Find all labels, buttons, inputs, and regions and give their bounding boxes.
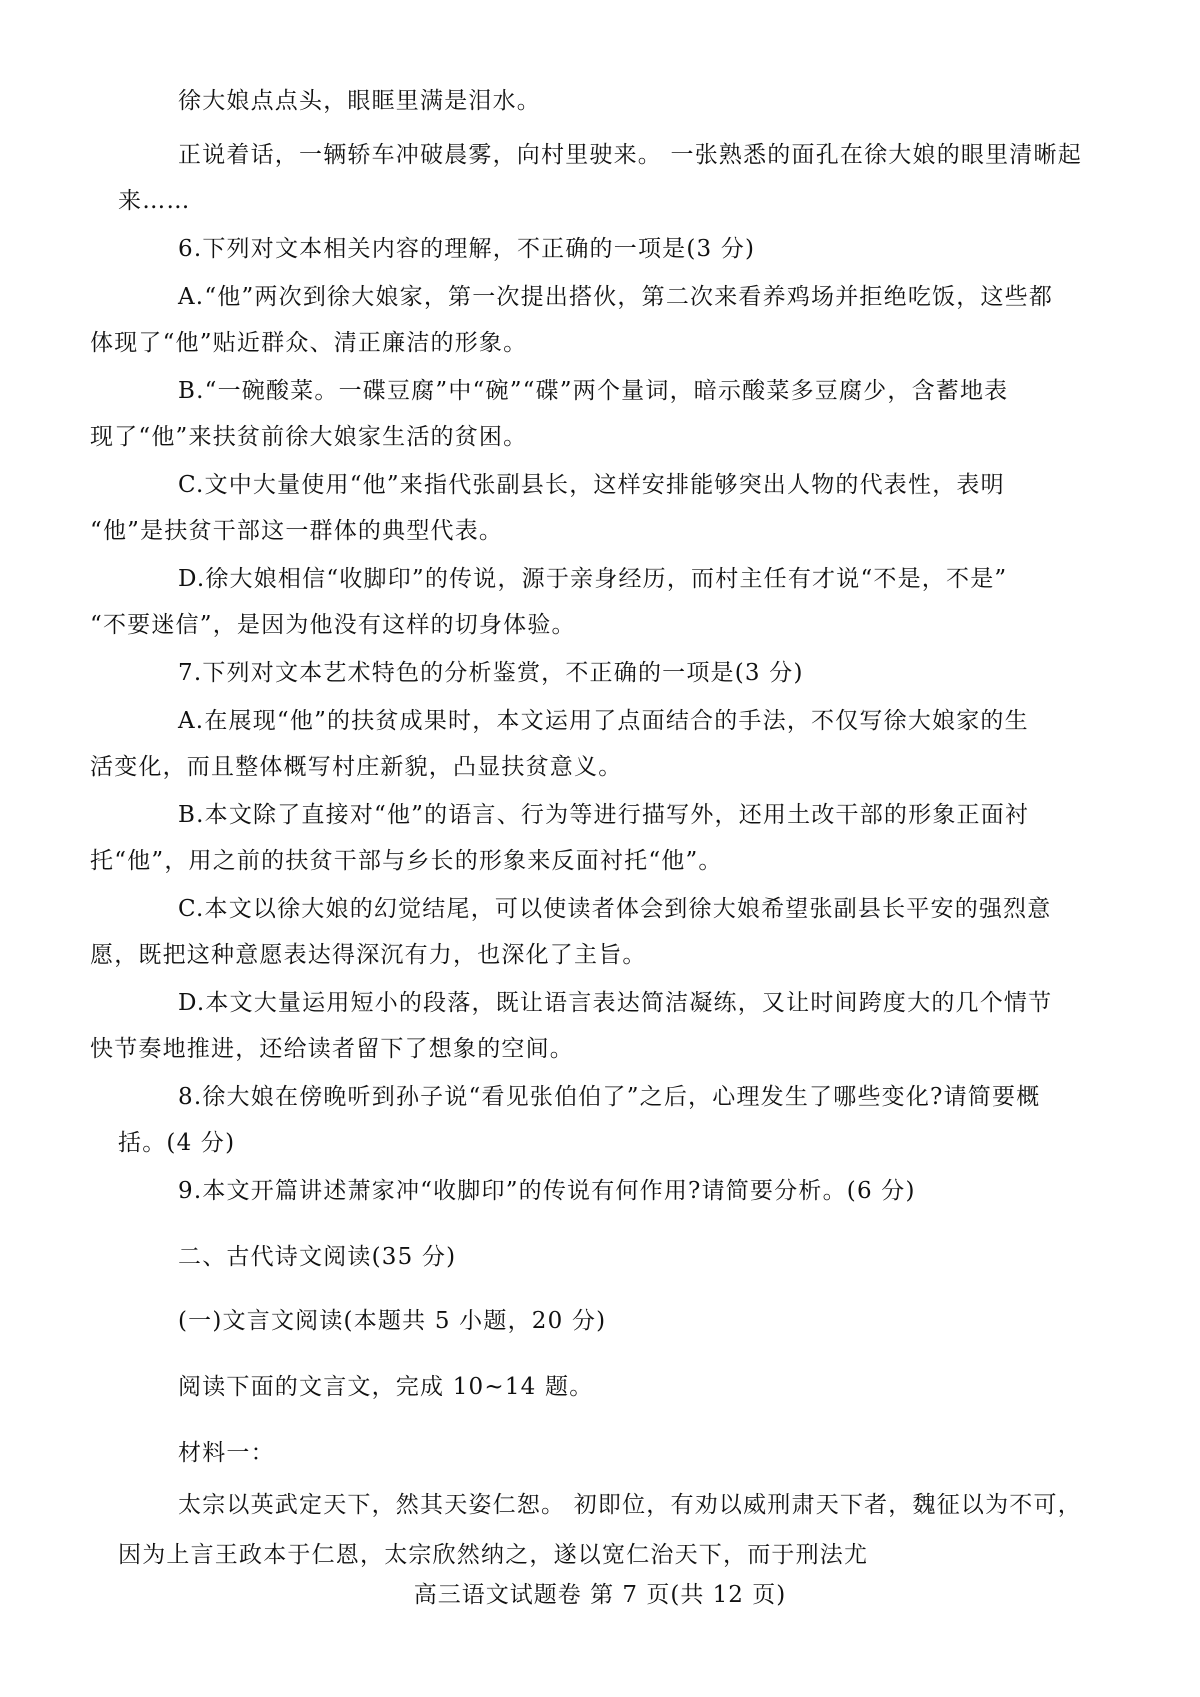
question-7-option-d: D.本文大量运用短小的段落，既让语言表达简洁凝练，又让时间跨度大的几个情节 bbox=[178, 990, 1053, 1016]
question-6-option-d: D.徐大娘相信“收脚印”的传说，源于亲身经历，而村主任有才说“不是，不是” bbox=[178, 566, 1008, 592]
text-line: 现了“他”来扶贫前徐大娘家生活的贫困。 bbox=[90, 424, 528, 450]
text-line: 快节奏地推进，还给读者留下了想象的空间。 bbox=[90, 1036, 574, 1062]
text-line: 愿，既把这种意愿表达得深沉有力，也深化了主旨。 bbox=[90, 942, 647, 968]
question-7-option-a: A.在展现“他”的扶贫成果时，本文运用了点面结合的手法，不仅写徐大娘家的生 bbox=[178, 708, 1029, 734]
page-footer: 高三语文试题卷 第 7 页(共 12 页) bbox=[413, 1582, 787, 1608]
text-line: “不要迷信”，是因为他没有这样的切身体验。 bbox=[90, 612, 576, 638]
text-line: 体现了“他”贴近群众、清正廉洁的形象。 bbox=[90, 330, 528, 356]
question-6-option-c: C.文中大量使用“他”来指代张副县长，这样安排能够突出人物的代表性，表明 bbox=[178, 472, 1005, 498]
question-6-option-b: B.“一碗酸菜。一碟豆腐”中“碗”“碟”两个量词，暗示酸菜多豆腐少，含蓄地表 bbox=[178, 378, 1009, 404]
section-heading: 二、古代诗文阅读(35 分) bbox=[178, 1244, 457, 1270]
question-7-stem: 7.下列对文本艺术特色的分析鉴赏，不正确的一项是(3 分) bbox=[178, 660, 804, 686]
question-7-option-b: B.本文除了直接对“他”的语言、行为等进行描写外，还用土改干部的形象正面衬 bbox=[178, 802, 1030, 828]
material-heading: 材料一： bbox=[178, 1440, 275, 1466]
question-6-option-a: A.“他”两次到徐大娘家，第一次提出搭伙，第二次来看养鸡场并拒绝吃饭，这些都 bbox=[178, 284, 1054, 310]
passage-line: 因为上言王政本于仁恩，太宗欣然纳之，遂以宽仁治天下，而于刑法尤 bbox=[118, 1542, 869, 1568]
passage-line: 太宗以英武定天下，然其天姿仁恕。 初即位，有劝以威刑肃天下者，魏征以为不可， bbox=[178, 1492, 1082, 1518]
question-7-option-c: C.本文以徐大娘的幻觉结尾，可以使读者体会到徐大娘希望张副县长平安的强烈意 bbox=[178, 896, 1052, 922]
question-8-stem: 8.徐大娘在傍晚听到孙子说“看见张伯伯了”之后，心理发生了哪些变化?请简要概 bbox=[178, 1084, 1041, 1110]
text-line: 徐大娘点点头，眼眶里满是泪水。 bbox=[178, 88, 541, 114]
text-line: 正说着话，一辆轿车冲破晨雾，向村里驶来。 一张熟悉的面孔在徐大娘的眼里清晰起 bbox=[178, 142, 1082, 168]
text-line: “他”是扶贫干部这一群体的典型代表。 bbox=[90, 518, 504, 544]
text-line: 括。(4 分) bbox=[118, 1130, 236, 1156]
instruction-text: 阅读下面的文言文，完成 10~14 题。 bbox=[178, 1374, 594, 1400]
text-line: 来…… bbox=[118, 188, 191, 214]
subsection-heading: (一)文言文阅读(本题共 5 小题，20 分) bbox=[178, 1308, 607, 1334]
text-line: 托“他”，用之前的扶贫干部与乡长的形象来反面衬托“他”。 bbox=[90, 848, 723, 874]
question-6-stem: 6.下列对文本相关内容的理解，不正确的一项是(3 分) bbox=[178, 236, 756, 262]
question-9-stem: 9.本文开篇讲述萧家冲“收脚印”的传说有何作用?请简要分析。(6 分) bbox=[178, 1178, 916, 1204]
text-line: 活变化，而且整体概写村庄新貌，凸显扶贫意义。 bbox=[90, 754, 623, 780]
